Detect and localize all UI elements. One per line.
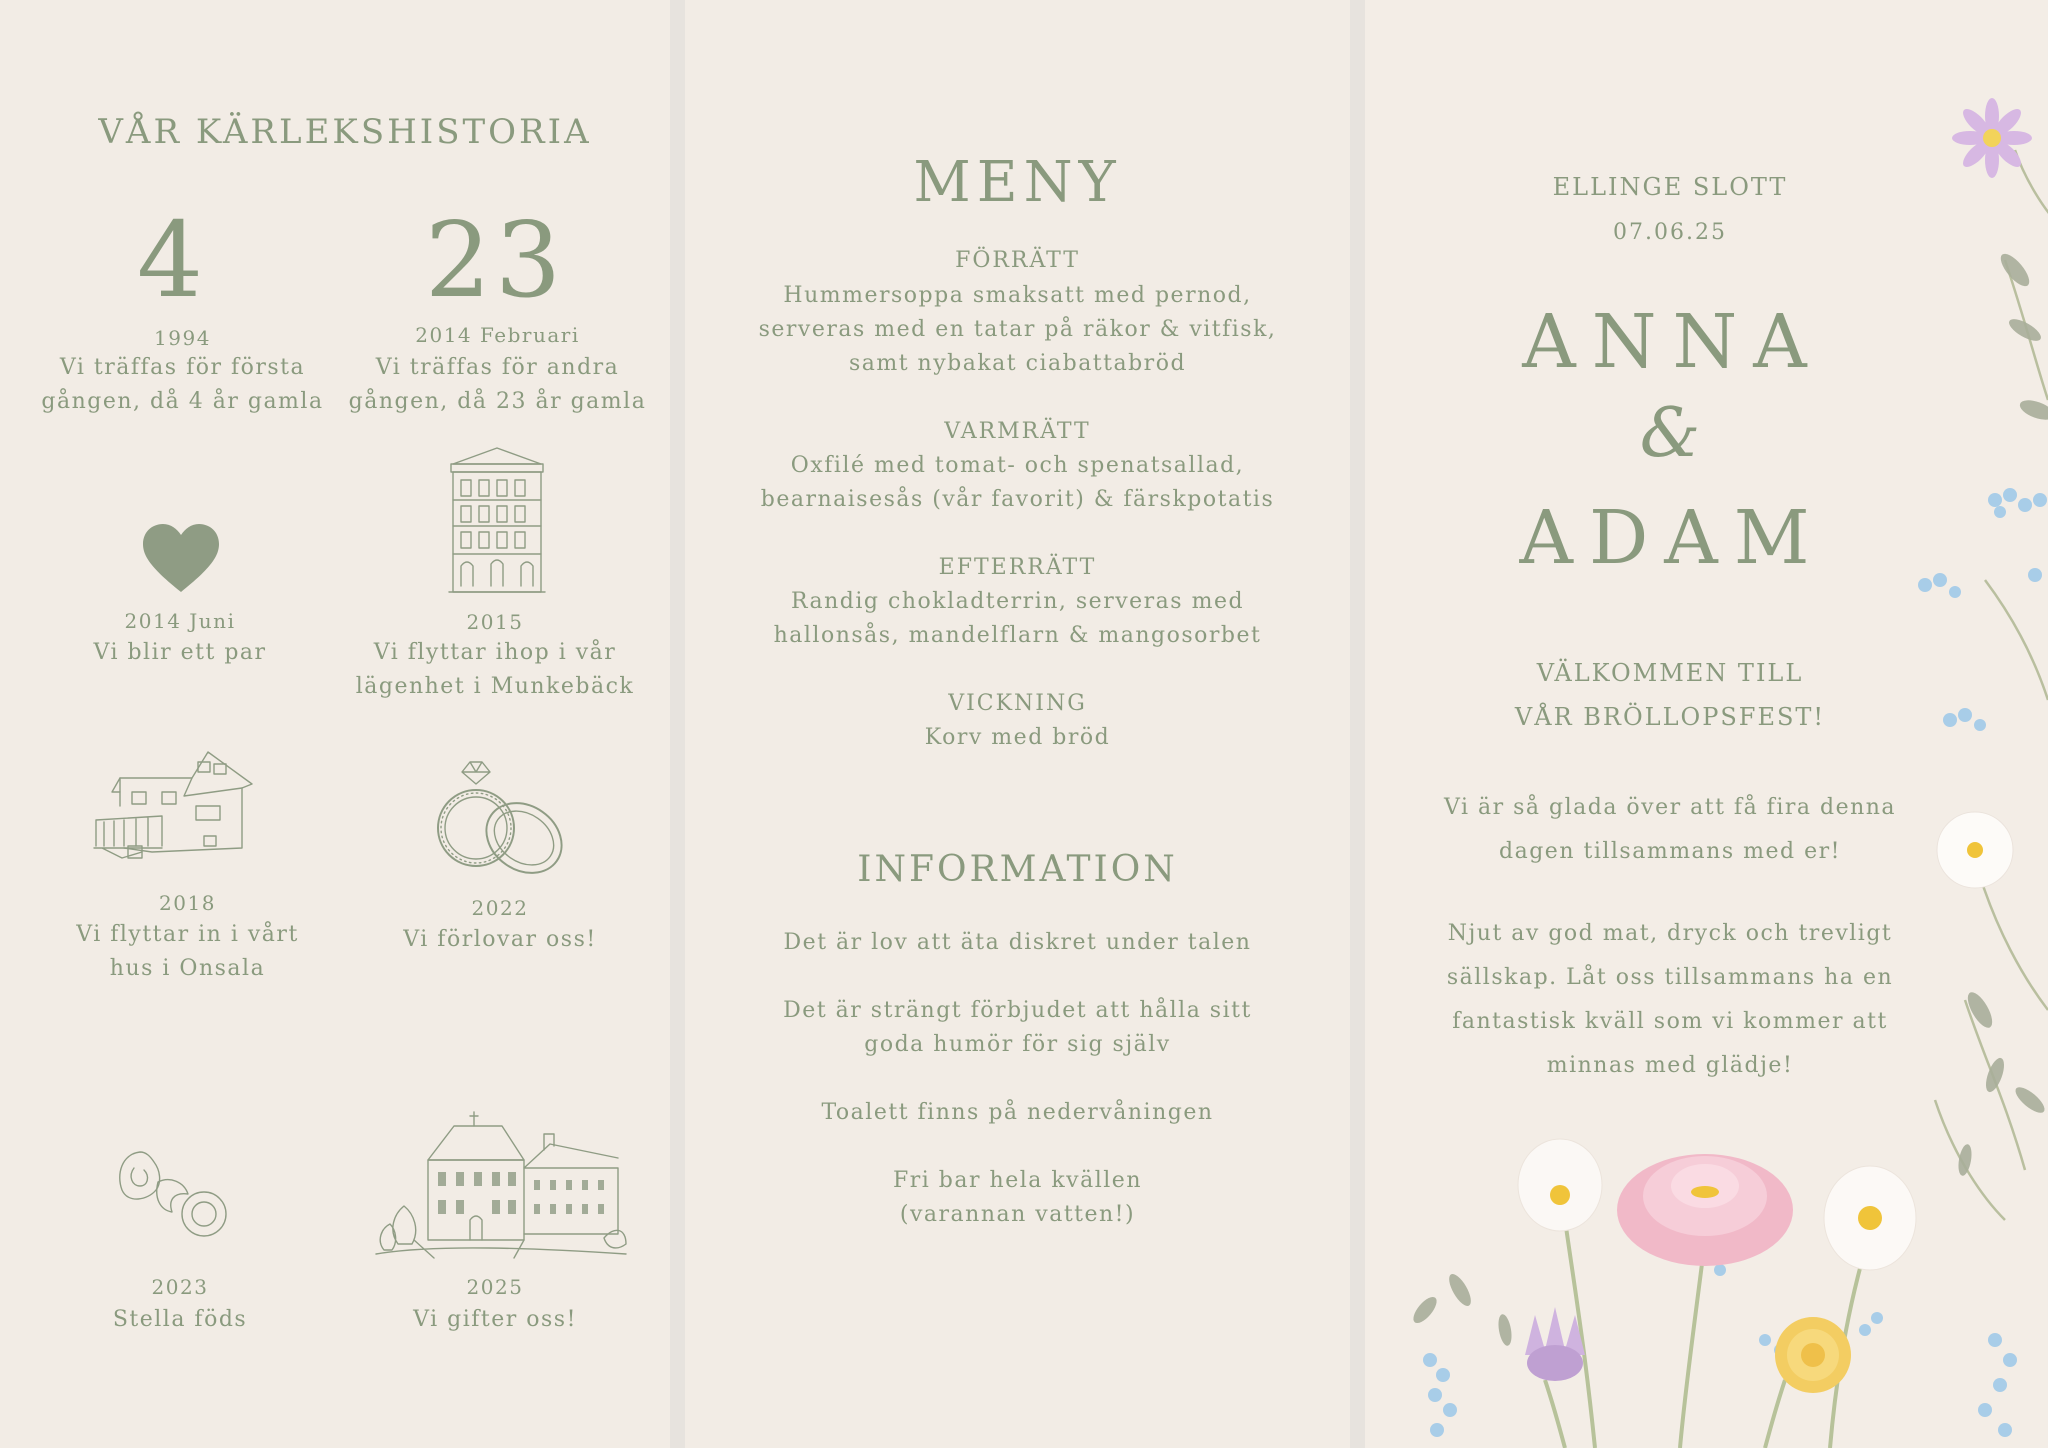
- greeting-line: fantastisk kväll som vi kommer att: [1452, 1009, 1888, 1034]
- course-line: Hummersoppa smaksatt med pernod,: [783, 283, 1252, 308]
- event-text: gången, då 23 år gamla: [348, 389, 647, 414]
- event-text: Vi träffas för andra: [375, 355, 620, 380]
- event-text: Vi förlovar oss!: [403, 927, 597, 952]
- course-line: Randig chokladterrin, serveras med: [790, 589, 1245, 614]
- event-year: 2023: [151, 1275, 209, 1299]
- course-heading: FÖRRÄTT: [955, 248, 1080, 273]
- rings-icon: [436, 756, 572, 880]
- event-year: 2018: [159, 891, 216, 915]
- apartment-building-icon: [445, 446, 549, 598]
- house-icon: [92, 748, 254, 866]
- story-title: VÅR KÄRLEKSHISTORIA: [98, 112, 592, 152]
- wedding-date: 07.06.25: [1613, 220, 1727, 245]
- course-line: Korv med bröd: [924, 725, 1111, 750]
- info-item: Toalett finns på nedervåningen: [821, 1100, 1214, 1125]
- event-text: Stella föds: [112, 1307, 248, 1332]
- event-text: Vi flyttar ihop i vår: [373, 640, 617, 665]
- info-item: Det är lov att äta diskret under talen: [783, 930, 1252, 955]
- name-bride: ANNA: [1522, 299, 1823, 385]
- event-text: Vi gifter oss!: [413, 1307, 577, 1332]
- greeting-line: Vi är så glada över att få fira denna: [1443, 795, 1897, 820]
- story-panel: [0, 0, 670, 1448]
- course-line: hallonsås, mandelflarn & mangosorbet: [773, 623, 1262, 648]
- course-line: serveras med en tatar på räkor & vitfisk,: [758, 317, 1277, 342]
- welcome-line: VÄLKOMMEN TILL: [1536, 659, 1804, 687]
- pacifier-icon: [114, 1146, 232, 1246]
- event-year: 2025: [466, 1275, 524, 1299]
- event-year: 2015: [466, 610, 524, 634]
- event-year: 2014 Februari: [415, 323, 580, 347]
- course-line: bearnaisesås (vår favorit) & färskpotatis: [760, 487, 1275, 512]
- greeting-line: sällskap. Låt oss tillsammans ha en: [1446, 965, 1894, 990]
- cover-panel: [1365, 0, 2048, 1448]
- greeting-line: Njut av god mat, dryck och trevligt: [1447, 921, 1893, 946]
- course-heading: EFTERRÄTT: [938, 555, 1097, 580]
- event-text: hus i Onsala: [109, 956, 266, 981]
- greeting-line: minnas med glädje!: [1546, 1053, 1794, 1078]
- event-year: 2022: [471, 896, 529, 920]
- event-big-number: 4: [136, 199, 204, 321]
- heart-icon: [141, 522, 221, 594]
- information-title: INFORMATION: [857, 849, 1178, 890]
- event-text: Vi träffas för första: [59, 355, 306, 380]
- castle-icon: [374, 1110, 628, 1260]
- info-item: Det är strängt förbjudet att hålla sitt: [783, 998, 1252, 1023]
- info-item: (varannan vatten!): [899, 1202, 1136, 1227]
- event-text: Vi blir ett par: [93, 640, 267, 665]
- course-line: samt nybakat ciabattabröd: [848, 351, 1187, 376]
- greeting-line: dagen tillsammans med er!: [1499, 839, 1841, 864]
- course-heading: VICKNING: [948, 691, 1087, 716]
- info-item: goda humör för sig själv: [864, 1032, 1171, 1057]
- event-year: 2014 Juni: [124, 609, 236, 633]
- name-groom: ADAM: [1519, 495, 1826, 581]
- event-text: Vi flyttar in i vårt: [76, 922, 299, 947]
- event-year: 1994: [154, 326, 211, 350]
- course-heading: VARMRÄTT: [944, 419, 1091, 444]
- menu-title: MENY: [913, 150, 1122, 215]
- event-big-number: 23: [424, 199, 566, 321]
- venue: ELLINGE SLOTT: [1552, 173, 1788, 201]
- event-text: lägenhet i Munkebäck: [355, 674, 635, 699]
- info-item: Fri bar hela kvällen: [893, 1168, 1142, 1193]
- menu-panel: [685, 0, 1350, 1448]
- ampersand: &: [1639, 394, 1701, 473]
- course-line: Oxfilé med tomat- och spenatsallad,: [790, 453, 1245, 478]
- event-text: gången, då 4 år gamla: [41, 389, 324, 414]
- welcome-line: VÅR BRÖLLOPSFEST!: [1514, 703, 1826, 731]
